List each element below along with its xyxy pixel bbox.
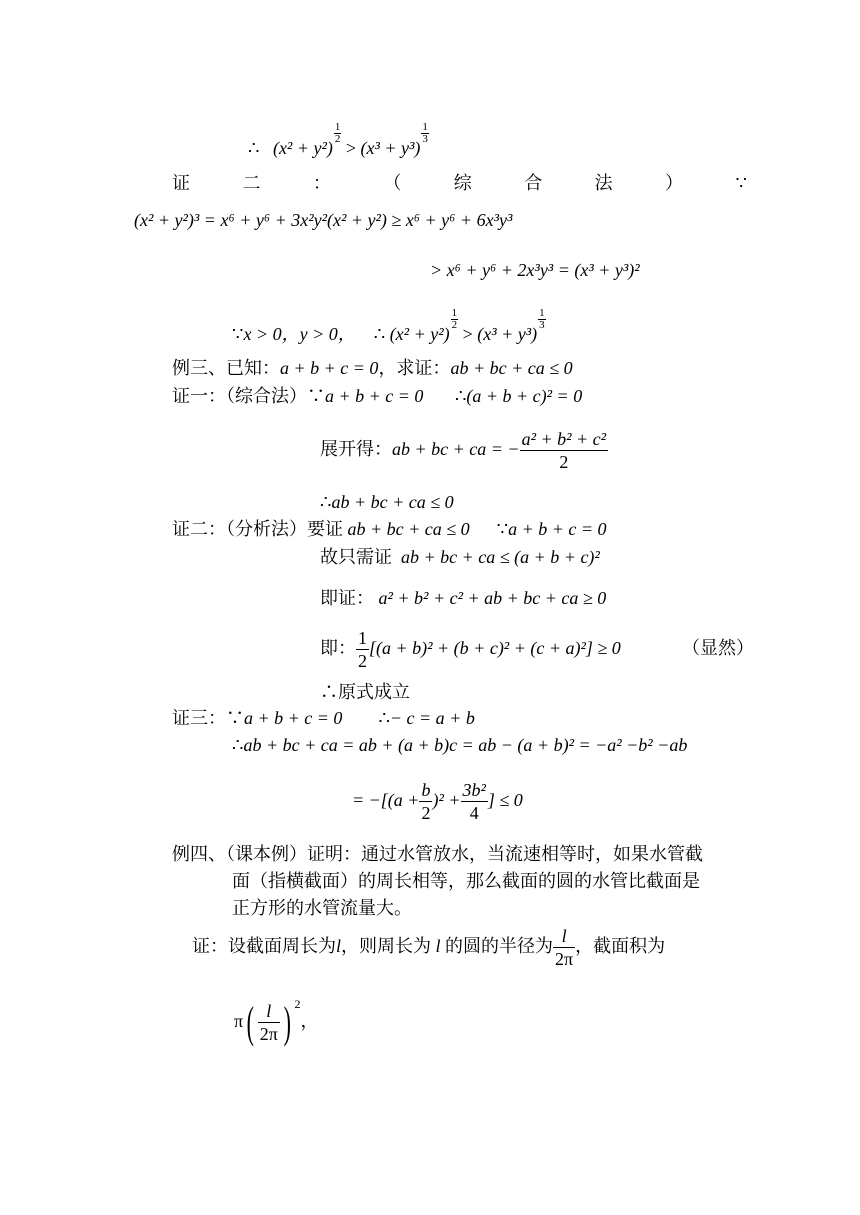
exponent-half: $\frac{1}{2}$ bbox=[451, 307, 458, 331]
heading-char: ∵ bbox=[735, 173, 747, 193]
proof3-line3 bbox=[352, 774, 523, 826]
proof3-post: ] ≤ 0 bbox=[487, 790, 523, 810]
radius-fraction: $\frac{l}{2\pi}$ bbox=[555, 926, 574, 970]
therefore-symbol: ∴ bbox=[320, 682, 338, 702]
right-paren: ) bbox=[283, 997, 291, 1047]
heading-char: 证 bbox=[172, 173, 190, 193]
conclusion1 bbox=[320, 490, 454, 514]
ie2-label: 即： bbox=[320, 638, 356, 658]
proof1-given: a + b + c = 0 bbox=[325, 386, 424, 406]
example3-statement bbox=[172, 356, 573, 380]
suffice-text: 故只需证 bbox=[320, 547, 392, 567]
proof4-a: 证：设截面周长为 bbox=[192, 936, 336, 956]
ie2-half: $\frac{1}{2}$ bbox=[358, 628, 367, 672]
heading-char: 二 bbox=[242, 173, 261, 193]
ie2-note: （显然） bbox=[682, 638, 754, 658]
ineq-conclusion-1 bbox=[248, 121, 429, 160]
expand-fraction: $\frac{\text{a² + b² + c²}}{2}$ bbox=[521, 429, 607, 473]
pi-symbol: π bbox=[234, 1011, 244, 1031]
example4-line1: 例四、（课本例）证明：通过水管放水，当流速相等时，如果水管截 bbox=[172, 844, 703, 864]
proof3-given: a + b + c = 0 bbox=[244, 708, 343, 728]
area-fraction: $\frac{l}{2\pi}$ bbox=[259, 1001, 278, 1045]
proof3-line2 bbox=[232, 733, 687, 757]
conclusion1-expr: ab + bc + ca ≤ 0 bbox=[331, 492, 454, 512]
therefore-symbol: ∴ bbox=[320, 492, 332, 512]
perimeter-var: l bbox=[336, 936, 342, 956]
heading-char: ： bbox=[312, 173, 331, 193]
heading-char: 法 bbox=[594, 173, 613, 193]
heading-char: （ bbox=[383, 173, 402, 193]
holds-text: 原式成立 bbox=[338, 682, 410, 702]
expand-lhs: ab + bc + ca = − bbox=[392, 439, 520, 459]
ie2-expr: [(a + b)² + (b + c)² + (c + a)²] ≥ 0 bbox=[369, 638, 621, 658]
frac-b-over-2: $\frac{b}{2}$ bbox=[421, 780, 431, 824]
suffice-expr: ab + bc + ca ≤ (a + b + c)² bbox=[401, 547, 600, 567]
expansion-line-cont: > x⁶ + y⁶ + 2x³y³ = (x³ + y³)² bbox=[430, 260, 640, 280]
proof3-chain: ab + bc + ca = ab + (a + b)c = ab − (a + b)² = −a² −b² −ab bbox=[243, 735, 688, 755]
expansion-line: (x² + y²)³ = x⁶ + y⁶ + 3x²y²(x² + y²) ≥ x⁶ + y⁶ + 6x³y³ bbox=[134, 210, 513, 230]
area-expr bbox=[234, 990, 319, 1047]
ineq-conclusion-2 bbox=[232, 307, 546, 346]
heading-char: ） bbox=[665, 173, 684, 193]
proof4-b: ，则周长为 bbox=[341, 936, 432, 956]
ie1-label: 即证： bbox=[320, 588, 374, 608]
proof3-pre: = −[(a + bbox=[352, 790, 420, 810]
proof1-label: 证一：（综合法） bbox=[172, 386, 307, 406]
heading-char: 合 bbox=[524, 173, 543, 193]
proof4-d: ，截面积为 bbox=[575, 936, 666, 956]
rhs-expr: (x³ + y³) bbox=[360, 138, 421, 158]
example4-line2: 面（指横截面）的周长相等，那么截面的圆的水管比截面是 bbox=[232, 871, 700, 891]
example3-goal: ab + bc + ca ≤ 0 bbox=[450, 358, 573, 378]
proof2-given: a + b + c = 0 bbox=[508, 519, 607, 539]
ie2-line bbox=[320, 624, 621, 672]
therefore-symbol: ∴ bbox=[232, 735, 244, 755]
frac-3b2-over-4: $\frac{\text{3b²}}{4}$ bbox=[462, 780, 486, 824]
example3-given: a + b + c = 0 bbox=[280, 358, 379, 378]
ie1-line bbox=[320, 586, 606, 610]
proof3-mid: )² + bbox=[432, 790, 461, 810]
gt-sign: > bbox=[462, 324, 473, 344]
therefore-symbol: ∴ bbox=[248, 138, 260, 158]
example3-label: 例三、已知： bbox=[172, 358, 280, 378]
left-paren: ( bbox=[246, 997, 255, 1047]
lhs-expr: (x² + y²) bbox=[389, 324, 450, 344]
because-symbol: ∵ bbox=[307, 386, 325, 406]
ie1-expr: a² + b² + c² + ab + bc + ca ≥ 0 bbox=[378, 588, 607, 608]
because-symbol: ∵ bbox=[496, 519, 509, 539]
example3-mid: ，求证： bbox=[378, 358, 451, 378]
exponent-third: $\frac{1}{3}$ bbox=[422, 121, 428, 145]
example4-line3: 正方形的水管流量大。 bbox=[232, 898, 412, 918]
proof2-req: 要证 bbox=[307, 519, 343, 539]
proof2-goal: ab + bc + ca ≤ 0 bbox=[347, 519, 470, 539]
therefore-symbol: ∴ bbox=[378, 708, 390, 728]
gt-sign: > bbox=[345, 138, 357, 158]
proof1-square: (a + b + c)² = 0 bbox=[466, 386, 583, 406]
expand-line bbox=[320, 425, 608, 473]
proof2-line bbox=[172, 517, 607, 541]
perimeter-var: l bbox=[435, 936, 441, 956]
positivity-cond: x > 0，y > 0， bbox=[243, 324, 356, 344]
proof4-line bbox=[192, 922, 665, 970]
expand-label: 展开得： bbox=[320, 439, 392, 459]
area-exponent: 2 bbox=[294, 997, 301, 1011]
proof3-neg: − c = a + b bbox=[389, 708, 475, 728]
proof2-label: 证二：（分析法） bbox=[172, 519, 307, 539]
proof3-line bbox=[172, 706, 475, 730]
holds-line bbox=[320, 680, 410, 704]
proof3-label: 证三： bbox=[172, 708, 226, 728]
because-symbol: ∵ bbox=[232, 324, 244, 344]
area-tail: ， bbox=[300, 1011, 319, 1031]
therefore-symbol: ∴ bbox=[454, 386, 467, 406]
therefore-symbol: ∴ bbox=[373, 324, 386, 344]
because-symbol: ∵ bbox=[226, 708, 244, 728]
proof2-heading bbox=[172, 171, 747, 195]
proof1-line bbox=[172, 384, 582, 408]
lhs-expr: (x² + y²) bbox=[272, 138, 333, 158]
exponent-half: $\frac{1}{2}$ bbox=[334, 121, 341, 145]
suffice-line bbox=[320, 545, 600, 569]
heading-char: 综 bbox=[453, 173, 472, 193]
exponent-third: $\frac{1}{3}$ bbox=[539, 307, 545, 331]
proof4-c: 的圆的半径为 bbox=[445, 936, 554, 956]
rhs-expr: (x³ + y³) bbox=[477, 324, 538, 344]
